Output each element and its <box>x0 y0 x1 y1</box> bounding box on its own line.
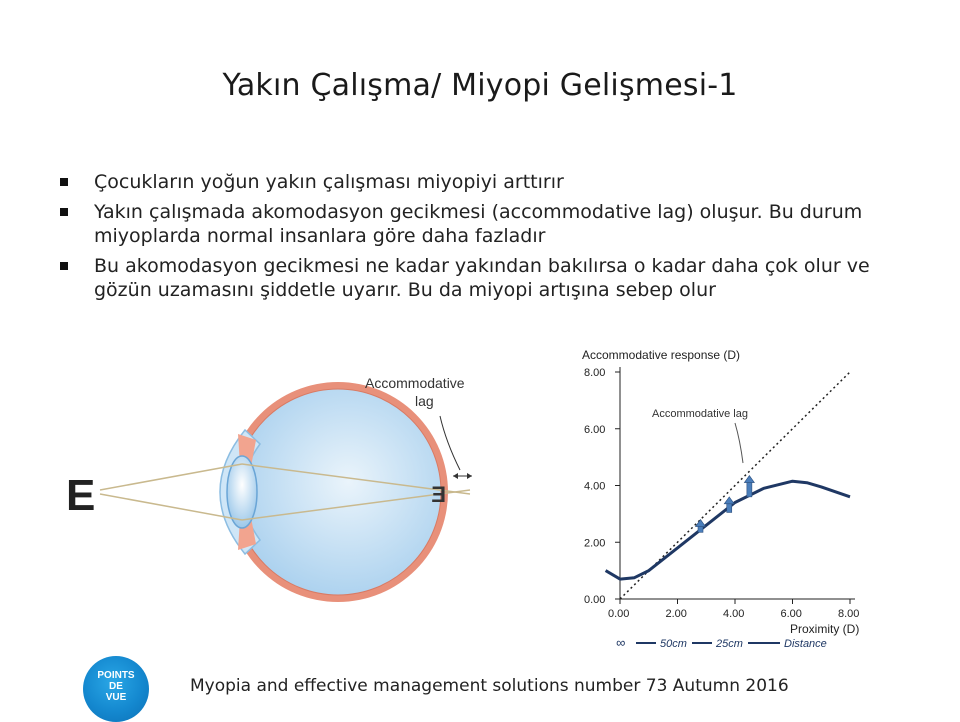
response-curve <box>606 481 850 579</box>
x-axis-label: Proximity (D) <box>790 622 860 636</box>
retinal-image-letter: E <box>431 482 446 507</box>
bullet-text: Çocukların yoğun yakın çalışması miyopiyi arttırır <box>94 171 564 193</box>
lag-arrowhead-left <box>453 473 458 479</box>
x-tick-label: 2.00 <box>665 608 687 620</box>
object-letter: E <box>66 471 96 520</box>
distance-50cm-label: 50cm <box>660 638 687 650</box>
y-axis-label: Accommodative response (D) <box>582 348 741 362</box>
lag-arrow-shaft <box>727 503 732 513</box>
accommodation-graph <box>560 345 890 655</box>
lag-arrow-head <box>696 520 706 527</box>
bullet-text: Yakın çalışmada akomodasyon gecikmesi (accommodative lag) oluşur. Bu durum miyoplarda normal insanlara göre daha fazladır <box>94 201 863 247</box>
footer-citation: Myopia and effective management solutions number 73 Autumn 2016 <box>190 676 789 696</box>
y-tick-label: 6.00 <box>584 423 606 436</box>
bullet-item <box>58 200 918 248</box>
bullet-text: Bu akomodasyon gecikmesi ne kadar yakından bakılırsa o kadar daha çok olur ve gözün uzamasını şiddetle uyarır. Bu da miyopi artışına sebep olur <box>94 255 870 301</box>
graph-annotation: Accommodative lag <box>652 408 748 420</box>
eye-diagram <box>60 370 490 610</box>
lag-arrow-head <box>724 497 734 504</box>
x-tick-label: 8.00 <box>838 608 860 620</box>
logo-text <box>83 670 149 703</box>
logo-line: DE <box>109 681 123 692</box>
distance-25cm-label: 25cm <box>716 638 743 650</box>
bullet-item <box>58 254 918 302</box>
lag-arrowhead-right <box>467 473 472 479</box>
lag-arrow-shaft <box>747 482 752 497</box>
eye-label-line2: lag <box>415 393 434 409</box>
infinity-label: ∞ <box>616 635 626 650</box>
y-tick-label: 8.00 <box>584 367 606 379</box>
eye-label-line1: Accommodative <box>365 375 465 391</box>
distance-label: Distance <box>784 638 827 650</box>
y-tick-label: 2.00 <box>584 537 606 550</box>
points-de-vue-logo <box>83 656 149 722</box>
x-tick-label: 4.00 <box>723 608 745 620</box>
y-tick-label: 0.00 <box>584 594 606 606</box>
eyeball <box>235 389 441 595</box>
logo-line: VUE <box>105 692 127 703</box>
logo-line: POINTS <box>97 670 135 681</box>
bullet-item <box>58 170 918 194</box>
axis-ticks <box>584 367 859 620</box>
plot-area <box>606 372 850 599</box>
bullet-list <box>58 170 918 308</box>
y-tick-label: 4.00 <box>584 480 606 493</box>
square-bullet-icon <box>60 178 68 186</box>
annotation-leader <box>735 423 743 463</box>
square-bullet-icon <box>60 208 68 216</box>
x-tick-label: 0.00 <box>608 608 630 620</box>
slide-title: Yakın Çalışma/ Miyopi Gelişmesi-1 <box>222 68 738 103</box>
square-bullet-icon <box>60 262 68 270</box>
x-tick-label: 6.00 <box>780 608 802 620</box>
lens <box>227 456 257 528</box>
lag-arrow-head <box>744 476 754 483</box>
